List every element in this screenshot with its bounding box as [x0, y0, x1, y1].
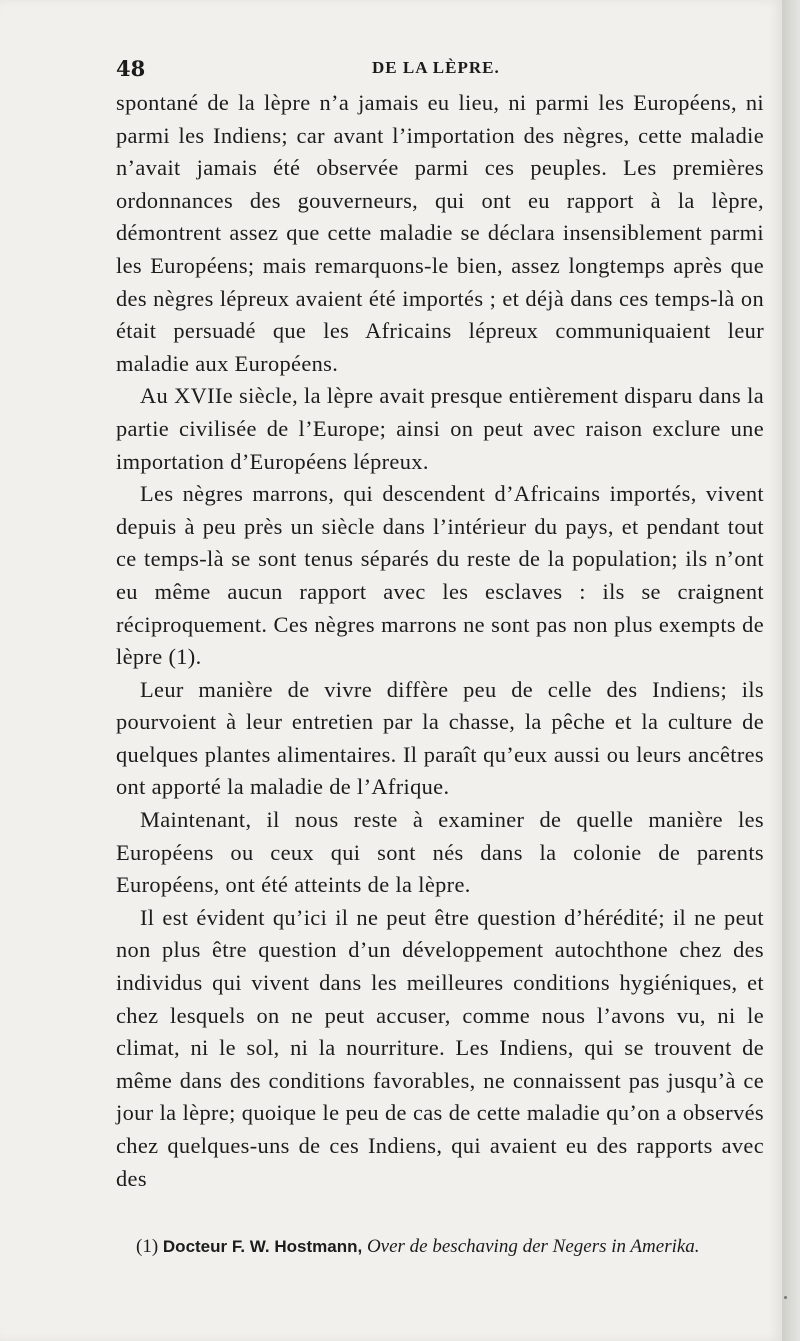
- body-text: [116, 87, 764, 1195]
- page-speck: [784, 1296, 787, 1299]
- paragraph: Leur manière de vivre diffère peu de celle des Indiens; ils pourvoient à leur entretien par la chasse, la pêche et la culture de quelques plantes alimentaires. Il paraît qu’eux aussi ou leurs ancêtres ont apporté la maladie de l’Afrique.: [116, 676, 764, 800]
- footnote-marker: (1): [136, 1236, 159, 1257]
- footnote-author: Docteur F. W. Hostmann,: [162, 1237, 363, 1256]
- paragraph: Les nègres marrons, qui descendent d’Africains importés, vivent depuis à peu près un siècle dans l’intérieur du pays, et pendant tout ce temps-là se sont tenus séparés du reste de la population; ils n’ont eu même aucun rapport avec les esclaves : ils se craignent réciproquement. Ces nègres marrons ne sont pas non plus exempts de lèpre (1).: [116, 481, 764, 670]
- paragraph-continued: spontané de la lèpre n’a jamais eu lieu, ni parmi les Européens, ni parmi les Indiens; car avant l’importation des nègres, cette maladie n’avait jamais été observée parmi ces peuples. Les premières ordonnances des gouverneurs, qui ont eu rapport à la lèpre, démontrent assez que cette maladie se déclara insensiblement parmi les Européens; mais remarquons-le bien, assez longtemps après que des nègres lépreux avaient été importés ; et déjà dans ces temps-là on était persuadé que les Africains lépreux communiquaient leur maladie aux Européens.: [116, 90, 764, 376]
- footnote: [136, 1234, 776, 1260]
- page-header: [116, 56, 764, 86]
- paragraph: Au XVIIe siècle, la lèpre avait presque entièrement disparu dans la partie civilisée de l’Europe; ainsi on peut avec raison exclure une importation d’Européens lépreux.: [116, 383, 764, 474]
- footnote-title: Over de beschaving der Negers in Amerika.: [366, 1236, 700, 1257]
- page-number: 48: [116, 56, 146, 81]
- paragraph: Maintenant, il nous reste à examiner de quelle manière les Européens ou ceux qui sont nés dans la colonie de parents Européens, ont été atteints de la lèpre.: [116, 807, 764, 898]
- running-title: DE LA LÈPRE.: [372, 58, 500, 77]
- page-edge: [782, 0, 800, 1341]
- paragraph: Il est évident qu’ici il ne peut être question d’hérédité; il ne peut non plus être question d’un développement autochthone chez des individus qui vivent dans les meilleures conditions hygiéniques, et chez lesquels on ne peut accuser, comme nous l’avons vu, ni le climat, ni le sol, ni la nourriture. Les Indiens, qui se trouvent de même dans des conditions favorables, ne connaissent pas jusqu’à ce jour la lèpre; quoique le peu de cas de cette maladie qu’on a observés chez quelques-uns de ces Indiens, qui avaient eu des rapports avec des: [116, 904, 764, 1191]
